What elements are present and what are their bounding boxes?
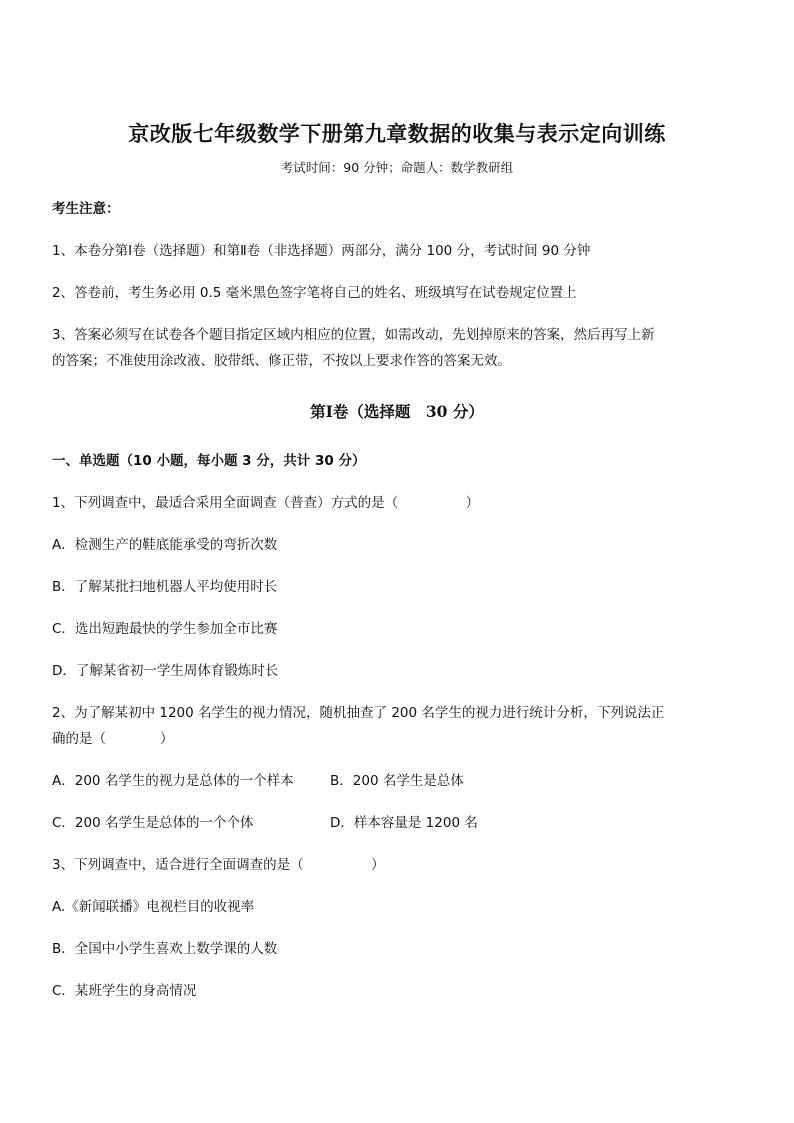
q2-stem-line2: 确的是（ ）	[52, 731, 174, 747]
q2-stem-line1: 2、为了解某初中 1200 名学生的视力情况，随机抽查了 200 名学生的视力进行统计分析，下列说法正	[52, 705, 665, 721]
q1-option-d: D．了解某省初一学生周体育锻炼时长	[52, 663, 279, 679]
q1-option-b: B．了解某批扫地机器人平均使用时长	[52, 579, 278, 595]
q3-option-b: B．全国中小学生喜欢上数学课的人数	[52, 941, 278, 957]
q3-option-c: C．某班学生的身高情况	[52, 983, 197, 999]
q3-option-a: A.《新闻联播》电视栏目的收视率	[52, 899, 255, 915]
notice-item-3-cont: 的答案；不准使用涂改液、胶带纸、修正带，不按以上要求作答的答案无效。	[52, 353, 511, 369]
exam-title: 京改版七年级数学下册第九章数据的收集与表示定向训练	[128, 121, 666, 146]
notice-item-1: 1、本卷分第Ⅰ卷（选择题）和第Ⅱ卷（非选择题）两部分，满分 100 分，考试时间 90 分钟	[52, 243, 591, 259]
q1-stem: 1、下列调查中，最适合采用全面调查（普查）方式的是（ ）	[52, 495, 480, 511]
q1-option-c: C．选出短跑最快的学生参加全市比赛	[52, 621, 278, 637]
q2-option-c: C．200 名学生是总体的一个个体	[52, 815, 254, 831]
notice-heading: 考生注意：	[52, 201, 120, 217]
exam-subtitle: 考试时间：90 分钟；命题人：数学教研组	[280, 160, 514, 175]
q2-option-d: D．样本容量是 1200 名	[330, 815, 478, 831]
q2-option-a: A．200 名学生的视力是总体的一个样本	[52, 773, 294, 789]
section-title: 第Ⅰ卷（选择题 30 分）	[310, 402, 484, 421]
part-heading: 一、单选题（10 小题，每小题 3 分，共计 30 分）	[52, 453, 366, 469]
notice-item-2: 2、答卷前，考生务必用 0.5 毫米黑色签字笔将自己的姓名、班级填写在试卷规定位置上	[52, 285, 577, 301]
q1-option-a: A．检测生产的鞋底能承受的弯折次数	[52, 537, 278, 553]
q2-option-b: B．200 名学生是总体	[330, 773, 464, 789]
notice-item-3: 3、答案必须写在试卷各个题目指定区域内相应的位置，如需改动，先划掉原来的答案，然后再写上新	[52, 327, 655, 343]
q3-stem: 3、下列调查中，适合进行全面调查的是（ ）	[52, 857, 385, 873]
